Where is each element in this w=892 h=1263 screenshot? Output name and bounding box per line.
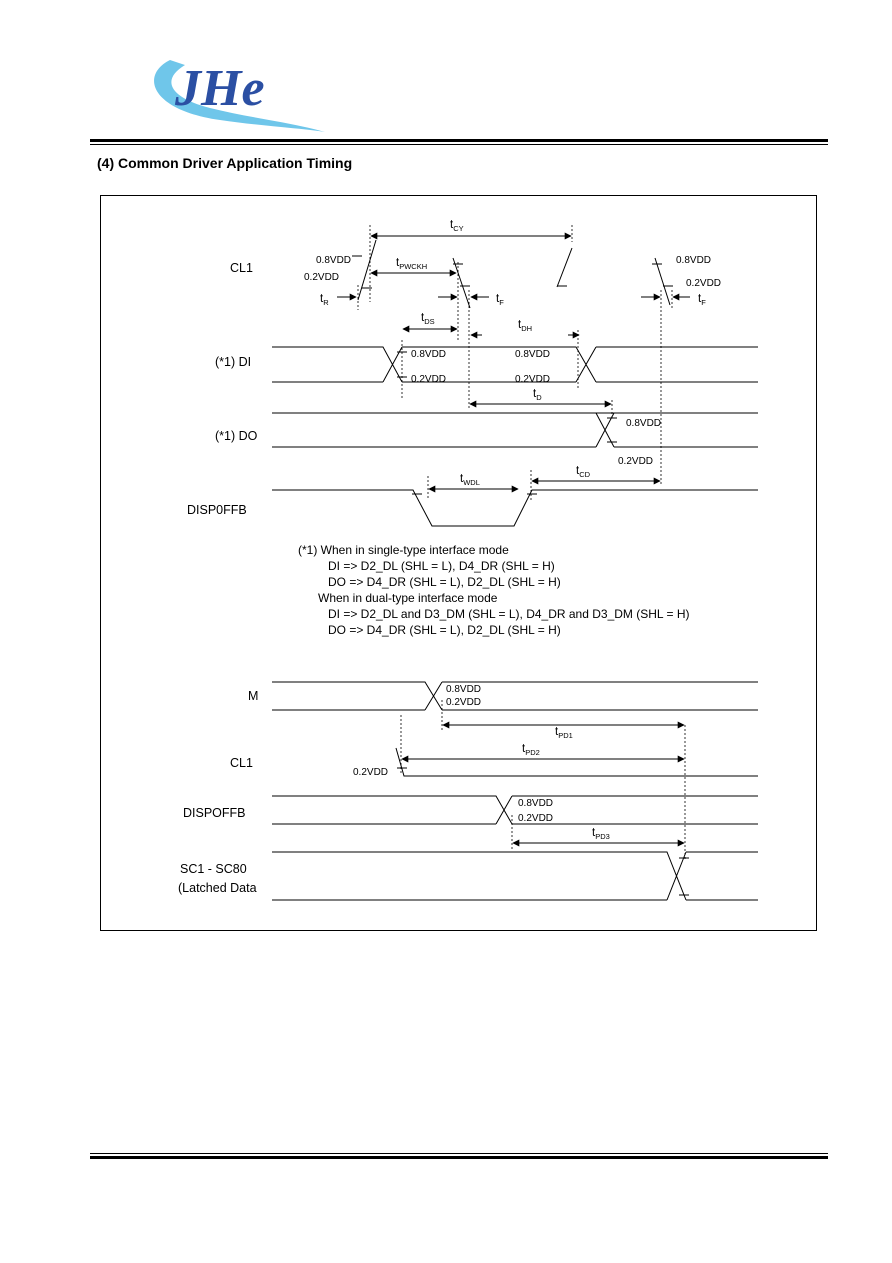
lvl-di-high-left: 0.8VDD [411, 349, 447, 360]
cl1-upper-edge-3 [557, 248, 572, 287]
lvl-di-low-right: 0.2VDD [515, 374, 551, 385]
lvl-cl1-high-right: 0.8VDD [676, 255, 712, 266]
tpd1-label: $t_{PD1}$ [555, 726, 573, 740]
lvl-m-high: 0.8VDD [446, 684, 482, 695]
dispoffb-upper-waveform [272, 490, 758, 526]
lvl-dispoffb-low: 0.2VDD [518, 813, 554, 824]
lvl-do-high: 0.8VDD [626, 418, 662, 429]
footer-rule-thick [90, 1156, 828, 1159]
sc-waveform [272, 852, 758, 900]
label-dispoffb-lower: DISPOFFB [183, 806, 246, 820]
note-line-5: DI => D2_DL and D3_DM (SHL = L), D4_DR and D3_DM (SHL = H) [328, 607, 690, 621]
label-sc-line2: (Latched Data [178, 881, 257, 895]
tf-label-1: $t_F$ [496, 293, 504, 307]
note-line-4: When in dual-type interface mode [318, 591, 498, 605]
do-waveform [272, 413, 758, 447]
note-line-2: DI => D2_DL (SHL = L), D4_DR (SHL = H) [328, 559, 555, 573]
label-cl1: CL1 [230, 261, 253, 275]
td-label: $t_D$ [533, 388, 542, 402]
label-do: (*1) DO [215, 429, 258, 443]
cl1-upper-edge-4 [655, 258, 670, 305]
lvl-cl1-lower-low: 0.2VDD [353, 767, 389, 778]
tcd-label: $t_{CD}$ [576, 465, 591, 479]
lvl-m-low: 0.2VDD [446, 697, 482, 708]
lvl-cl1-low-right: 0.2VDD [686, 278, 722, 289]
label-sc-line1: SC1 - SC80 [180, 862, 247, 876]
note-line-3: DO => D4_DR (SHL = L), D2_DL (SHL = H) [328, 575, 561, 589]
label-m: M [248, 689, 259, 703]
tr-label: $t_R$ [320, 293, 329, 307]
lvl-cl1-high-left: 0.8VDD [316, 255, 352, 266]
tcy-label: $t_{CY}$ [450, 219, 464, 233]
label-cl1-lower: CL1 [230, 756, 253, 770]
section-title: (4) Common Driver Application Timing [97, 155, 353, 171]
tdh-label: $t_{DH}$ [518, 319, 533, 333]
cl1-upper-edge-1 [358, 240, 376, 300]
logo-text: JHe [175, 60, 265, 117]
lvl-dispoffb-high: 0.8VDD [518, 798, 554, 809]
twdl-label: $t_{WDL}$ [460, 473, 480, 487]
lvl-di-low-left: 0.2VDD [411, 374, 447, 385]
tpd3-label: $t_{PD3}$ [592, 827, 610, 841]
cl1-upper-edge-2 [453, 258, 470, 308]
lvl-di-high-right: 0.8VDD [515, 349, 551, 360]
label-di: (*1) DI [215, 355, 252, 369]
note-line-1: (*1) When in single-type interface mode [298, 543, 509, 557]
lvl-cl1-low-left: 0.2VDD [304, 272, 340, 283]
footer-rule-thin [90, 1153, 828, 1154]
tds-label: $t_{DS}$ [421, 312, 435, 326]
cl1-lower-waveform [396, 748, 758, 776]
note-line-6: DO => D4_DR (SHL = L), D2_DL (SHL = H) [328, 623, 561, 637]
tpd2-label: $t_{PD2}$ [522, 743, 540, 757]
label-dispoffb-upper: DISP0FFB [187, 503, 247, 517]
tf-label-2: $t_F$ [698, 293, 706, 307]
lvl-do-low: 0.2VDD [618, 456, 654, 467]
tpwckh-label: $t_{PWCKH}$ [396, 257, 428, 271]
m-waveform [272, 682, 758, 710]
